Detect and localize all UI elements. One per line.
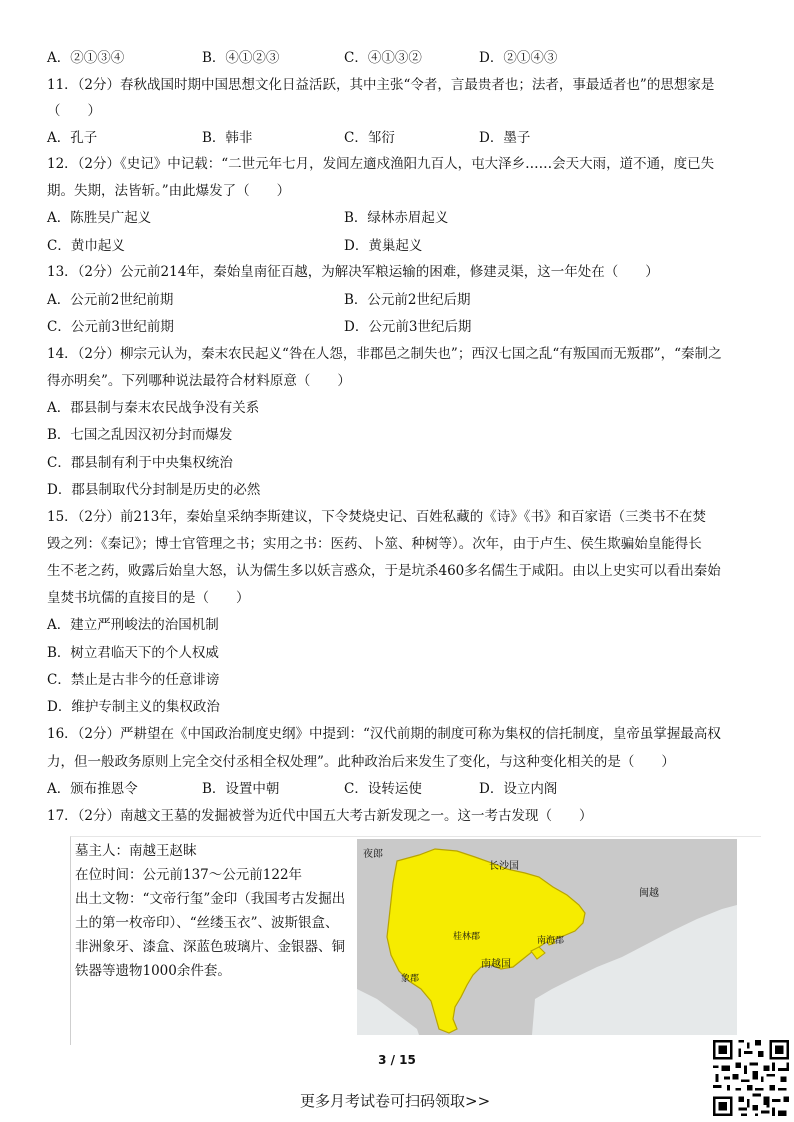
q15-option-c[interactable]: C．禁止是古非今的任意诽谤	[47, 672, 220, 688]
map-label-changsha: 长沙国	[489, 861, 519, 872]
q16-options	[47, 779, 752, 799]
q12-option-a[interactable]: A．陈胜吴广起义	[47, 210, 152, 226]
q12-stem: 12．（2分）《史记》中记载：“二世元年七月，发闾左適戍渔阳九百人，屯大泽乡……会天大雨，道不通，度已失	[47, 156, 715, 172]
q15-stem-cont-3: 皇焚书坑儒的直接目的是（ ）	[47, 590, 250, 606]
q13-option-b[interactable]: B．公元前2世纪后期	[344, 292, 471, 308]
q13-option-a[interactable]: A．公元前2世纪前期	[47, 292, 174, 308]
q17-stem: 17．（2分）南越文王墓的发掘被誉为近代中国五大考古新发现之一。这一考古发现（ ）	[47, 808, 593, 824]
q12-options-row2	[47, 236, 752, 256]
q16-option-d[interactable]: D．设立内阁	[479, 781, 558, 797]
map-label-nanyue: 南越国	[481, 959, 511, 970]
q13-options-row1	[47, 290, 752, 310]
q11-option-c[interactable]: C．邹衍	[344, 130, 395, 146]
q16-option-c[interactable]: C．设转运使	[344, 781, 422, 797]
q13-stem: 13．（2分）公元前214年，秦始皇南征百越，为解决军粮运输的困难，修建灵渠，这一年处在（ ）	[47, 264, 659, 280]
q14-stem: 14．（2分）柳宗元认为，秦末农民起义“咎在人怨，非郡邑之制失也”；西汉七国之乱“有叛国而无叛郡”，“秦制之	[47, 346, 722, 362]
q17-material-line: 墓主人：南越王赵眜	[75, 843, 197, 859]
q10-options	[47, 48, 752, 68]
q15-option-a[interactable]: A．建立严刑峻法的治国机制	[47, 617, 219, 633]
q12-option-b[interactable]: B．绿林赤眉起义	[344, 210, 449, 226]
q13-option-c[interactable]: C．公元前3世纪前期	[47, 319, 174, 335]
map-label-minyue: 闽越	[639, 888, 659, 899]
map-label-xiang: 象郡	[401, 974, 420, 984]
q17-material-line: 土的第一枚帝印）、“丝缕玉衣”、波斯银盒、	[75, 915, 339, 931]
q17-material-line: 在位时间：公元前137～公元前122年	[75, 867, 303, 883]
q15-option-b[interactable]: B．树立君临天下的个人权威	[47, 645, 219, 661]
q15-stem: 15．（2分）前213年，秦始皇采纳李斯建议，下令焚烧史记、百姓私藏的《诗》《书》和百家语（三类书不在焚	[47, 509, 707, 525]
q13-option-d[interactable]: D．公元前3世纪后期	[344, 319, 472, 335]
q11-option-b[interactable]: B．韩非	[202, 130, 253, 146]
q14-option-d[interactable]: D．郡县制取代分封制是历史的必然	[47, 482, 261, 498]
q11-option-a[interactable]: A．孔子	[47, 130, 98, 146]
q12-options-row1	[47, 208, 752, 228]
promo-text: 更多月考试卷可扫码领取>>	[300, 1092, 491, 1110]
q16-stem-cont: 力，但一般政务原则上完全交付丞相全权处理”。此种政治后来发生了变化，与这种变化相关的是（ ）	[47, 754, 675, 770]
q11-options	[47, 128, 752, 148]
q16-stem: 16．（2分）严耕望在《中国政治制度史纲》中提到：“汉代前期的制度可称为集权的信托制度，皇帝虽掌握最高权	[47, 726, 721, 742]
q15-stem-cont-1: 毁之列：《秦记》；博士官管理之书；实用之书：医药、卜筮、种树等）。次年，由于卢生、侯生欺骗始皇能得长	[47, 536, 702, 552]
q14-option-a[interactable]: A．郡县制与秦末农民战争没有关系	[47, 400, 260, 416]
map-label-yelang: 夜郎	[363, 849, 383, 860]
q13-options-row2	[47, 317, 752, 337]
q14-option-b[interactable]: B．七国之乱因汉初分封而爆发	[47, 427, 233, 443]
q10-option-d[interactable]: D．②①④③	[479, 50, 558, 66]
map-label-nanhai: 南海郡	[537, 936, 565, 946]
q14-option-c[interactable]: C．郡县制有利于中央集权统治	[47, 455, 233, 471]
q10-option-b[interactable]: B．④①②③	[202, 50, 280, 66]
q17-material-line: 铁器等遗物1000余件套。	[75, 963, 231, 979]
q12-option-c[interactable]: C．黄巾起义	[47, 238, 125, 254]
page-number: 3 / 15	[378, 1053, 416, 1067]
q15-option-d[interactable]: D．维护专制主义的集权政治	[47, 699, 220, 715]
q16-option-a[interactable]: A．颁布推恩令	[47, 781, 138, 797]
q11-stem-cont: （ ）	[47, 103, 101, 119]
map-label-guilin: 桂林郡	[453, 932, 481, 942]
q17-material-text	[75, 839, 345, 983]
q10-option-c[interactable]: C．④①③②	[344, 50, 422, 66]
q17-material-line: 非洲象牙、漆盒、深蓝色玻璃片、金银器、铜	[75, 939, 345, 955]
q11-option-d[interactable]: D．墨子	[479, 130, 531, 146]
q12-option-d[interactable]: D．黄巢起义	[344, 238, 423, 254]
qr-code-icon[interactable]	[710, 1037, 792, 1119]
q11-stem: 11．（2分）春秋战国时期中国思想文化日益活跃，其中主张“令者，言最贵者也；法者，事最适者也”的思想家是	[47, 77, 715, 93]
q10-option-a[interactable]: A．②①③④	[47, 50, 125, 66]
q17-material-box	[70, 836, 761, 1045]
q12-stem-cont: 期。失期，法皆斩。”由此爆发了（ ）	[47, 183, 291, 199]
q14-stem-cont: 得亦明矣”。下列哪种说法最符合材料原意（ ）	[47, 373, 351, 389]
q17-material-line: 出土文物：“文帝行玺”金印（我国考古发掘出	[75, 891, 346, 907]
q16-option-b[interactable]: B．设置中朝	[202, 781, 280, 797]
q15-stem-cont-2: 生不老之药，败露后始皇大怒，认为儒生多以妖言惑众，于是坑杀460多名儒生于咸阳。由以上史实可以看出秦始	[47, 563, 721, 579]
